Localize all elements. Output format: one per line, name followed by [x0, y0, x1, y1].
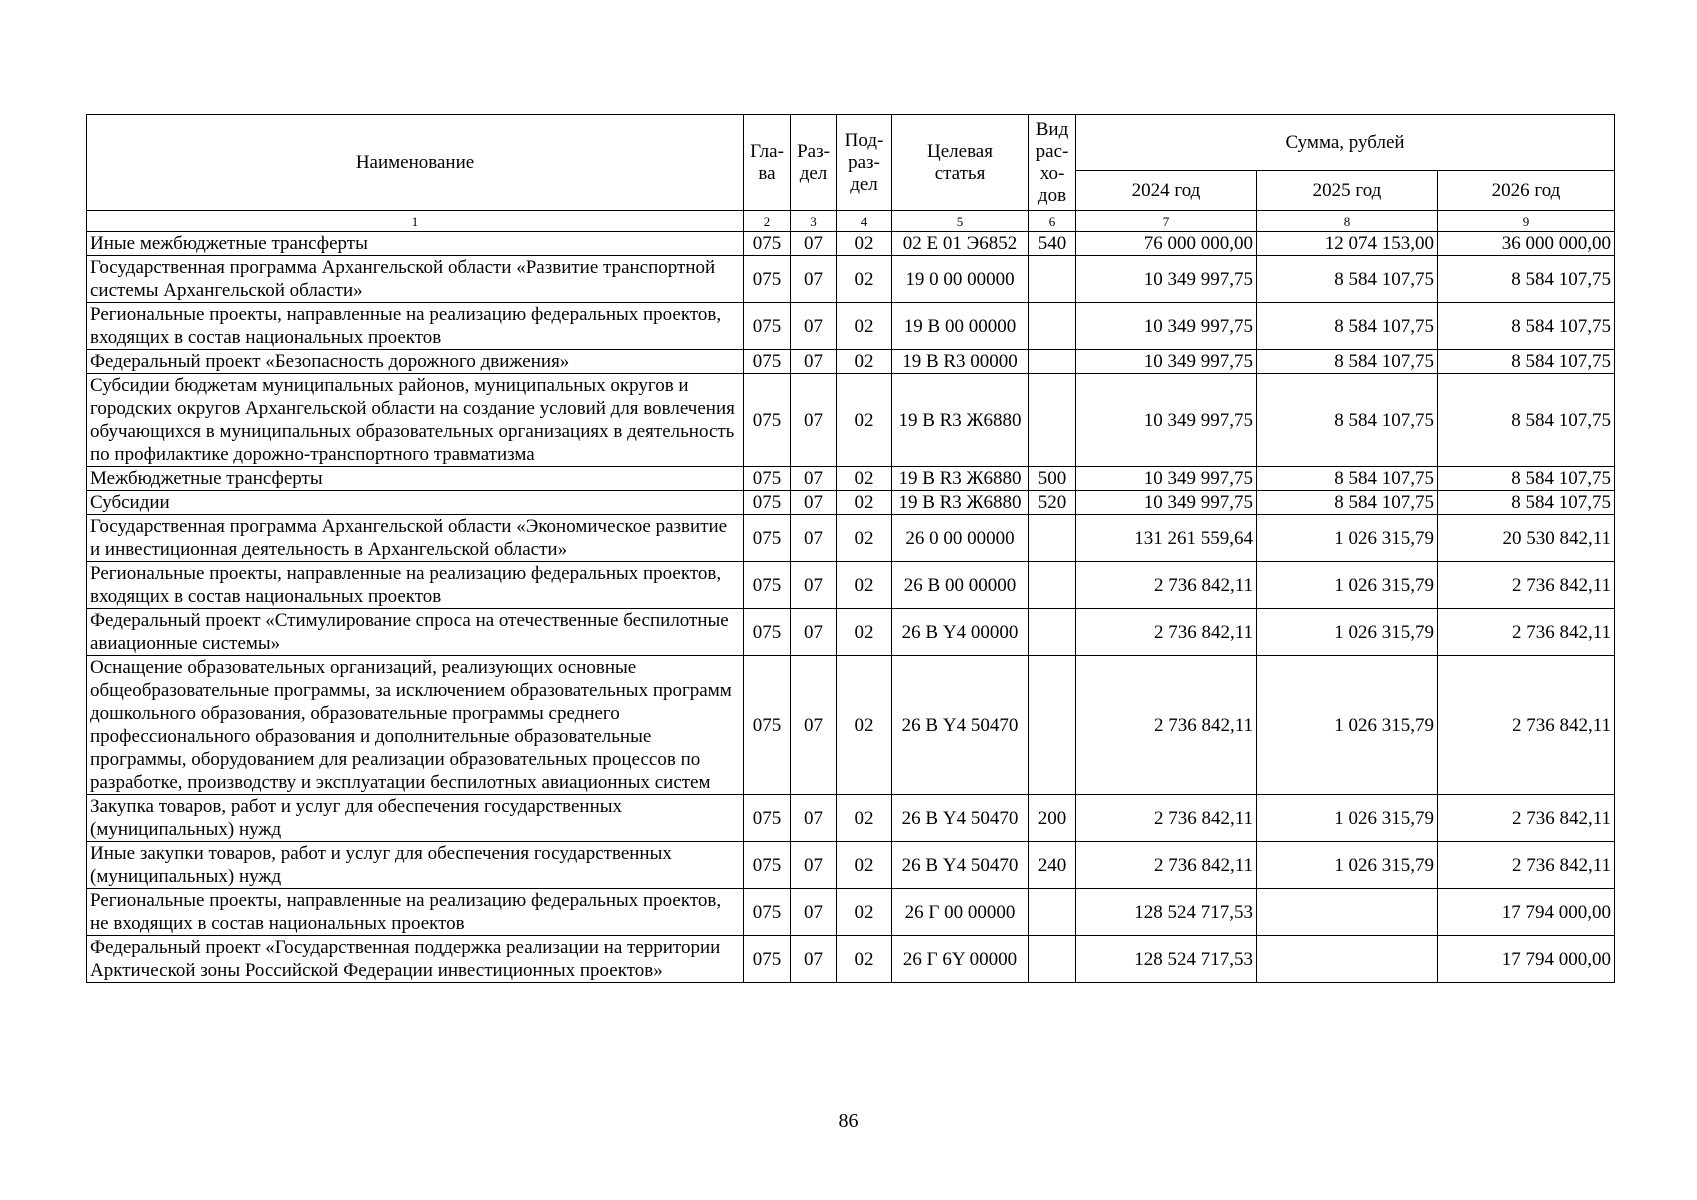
row-amount-2024: 2 736 842,11 [1076, 609, 1257, 656]
row-razdel: 07 [791, 232, 837, 256]
row-name: Государственная программа Архангельской области «Развитие транспортной системы Архангельской области» [87, 256, 744, 303]
row-amount-2025: 1 026 315,79 [1257, 515, 1438, 562]
column-number: 9 [1438, 211, 1615, 232]
row-name: Региональные проекты, направленные на реализацию федеральных проектов, входящих в состав национальных проектов [87, 562, 744, 609]
row-amount-2026: 8 584 107,75 [1438, 374, 1615, 467]
row-glava: 075 [744, 795, 791, 842]
row-podrazdel: 02 [837, 656, 892, 795]
row-amount-2026: 20 530 842,11 [1438, 515, 1615, 562]
row-glava: 075 [744, 515, 791, 562]
row-vid-raskhodov [1029, 303, 1076, 350]
row-amount-2024: 10 349 997,75 [1076, 467, 1257, 491]
row-name: Иные закупки товаров, работ и услуг для обеспечения государственных (муниципальных) нужд [87, 842, 744, 889]
column-number: 3 [791, 211, 837, 232]
row-glava: 075 [744, 256, 791, 303]
row-glava: 075 [744, 936, 791, 983]
table-row [87, 303, 1615, 350]
row-vid-raskhodov: 500 [1029, 467, 1076, 491]
row-tselevaya-statya: 26 В Y4 00000 [892, 609, 1029, 656]
row-tselevaya-statya: 26 В 00 00000 [892, 562, 1029, 609]
header-name: Наименование [87, 115, 744, 211]
header-podrazdel: Под- раз- дел [837, 115, 892, 211]
row-amount-2025: 8 584 107,75 [1257, 491, 1438, 515]
row-name: Федеральный проект «Государственная поддержка реализации на территории Арктической зоны Российской Федерации инвестиционных проектов» [87, 936, 744, 983]
column-number: 5 [892, 211, 1029, 232]
row-razdel: 07 [791, 491, 837, 515]
header-summa: Сумма, рублей [1076, 115, 1615, 171]
table-row [87, 232, 1615, 256]
row-glava: 075 [744, 303, 791, 350]
page-number: 86 [838, 1110, 859, 1132]
row-podrazdel: 02 [837, 889, 892, 936]
row-podrazdel: 02 [837, 515, 892, 562]
row-amount-2025: 12 074 153,00 [1257, 232, 1438, 256]
row-amount-2025: 8 584 107,75 [1257, 374, 1438, 467]
column-number: 1 [87, 211, 744, 232]
row-name: Государственная программа Архангельской области «Экономическое развитие и инвестиционная деятельность в Архангельской области» [87, 515, 744, 562]
row-glava: 075 [744, 374, 791, 467]
row-glava: 075 [744, 889, 791, 936]
row-amount-2026: 8 584 107,75 [1438, 256, 1615, 303]
row-podrazdel: 02 [837, 562, 892, 609]
row-amount-2025: 8 584 107,75 [1257, 256, 1438, 303]
table-row [87, 256, 1615, 303]
row-amount-2025: 8 584 107,75 [1257, 467, 1438, 491]
row-podrazdel: 02 [837, 303, 892, 350]
row-tselevaya-statya: 26 Г 6Y 00000 [892, 936, 1029, 983]
header-year-2024: 2024 год [1076, 171, 1257, 211]
table-row [87, 515, 1615, 562]
table-row [87, 350, 1615, 374]
table-row [87, 936, 1615, 983]
row-razdel: 07 [791, 515, 837, 562]
row-amount-2024: 2 736 842,11 [1076, 656, 1257, 795]
row-glava: 075 [744, 609, 791, 656]
row-tselevaya-statya: 19 В R3 Ж6880 [892, 491, 1029, 515]
row-podrazdel: 02 [837, 374, 892, 467]
header-razdel: Раз- дел [791, 115, 837, 211]
table-row [87, 374, 1615, 467]
row-amount-2024: 10 349 997,75 [1076, 350, 1257, 374]
row-glava: 075 [744, 467, 791, 491]
budget-table [86, 114, 1615, 983]
table-header [87, 115, 1615, 232]
row-amount-2024: 76 000 000,00 [1076, 232, 1257, 256]
row-amount-2026: 8 584 107,75 [1438, 303, 1615, 350]
row-name: Межбюджетные трансферты [87, 467, 744, 491]
row-amount-2025: 1 026 315,79 [1257, 562, 1438, 609]
row-amount-2026: 2 736 842,11 [1438, 795, 1615, 842]
table-row [87, 562, 1615, 609]
header-year-2026: 2026 год [1438, 171, 1615, 211]
row-vid-raskhodov [1029, 562, 1076, 609]
header-vid-raskhodov: Вид рас- хо- дов [1029, 115, 1076, 211]
row-podrazdel: 02 [837, 842, 892, 889]
row-razdel: 07 [791, 889, 837, 936]
row-razdel: 07 [791, 374, 837, 467]
table-row [87, 609, 1615, 656]
row-tselevaya-statya: 26 0 00 00000 [892, 515, 1029, 562]
row-glava: 075 [744, 350, 791, 374]
row-podrazdel: 02 [837, 256, 892, 303]
row-name: Региональные проекты, направленные на реализацию федеральных проектов, входящих в состав национальных проектов [87, 303, 744, 350]
row-amount-2026: 2 736 842,11 [1438, 562, 1615, 609]
row-vid-raskhodov: 240 [1029, 842, 1076, 889]
row-glava: 075 [744, 842, 791, 889]
row-amount-2025: 1 026 315,79 [1257, 656, 1438, 795]
row-amount-2024: 2 736 842,11 [1076, 562, 1257, 609]
row-name: Закупка товаров, работ и услуг для обеспечения государственных (муниципальных) нужд [87, 795, 744, 842]
row-name: Федеральный проект «Безопасность дорожного движения» [87, 350, 744, 374]
row-amount-2026: 36 000 000,00 [1438, 232, 1615, 256]
row-vid-raskhodov: 520 [1029, 491, 1076, 515]
table-body [87, 232, 1615, 983]
column-number: 8 [1257, 211, 1438, 232]
row-amount-2025: 1 026 315,79 [1257, 795, 1438, 842]
row-amount-2026: 8 584 107,75 [1438, 350, 1615, 374]
row-amount-2024: 10 349 997,75 [1076, 491, 1257, 515]
header-tselevaya-statya: Целевая статья [892, 115, 1029, 211]
row-amount-2025 [1257, 889, 1438, 936]
row-amount-2024: 128 524 717,53 [1076, 889, 1257, 936]
row-name: Иные межбюджетные трансферты [87, 232, 744, 256]
row-razdel: 07 [791, 467, 837, 491]
row-tselevaya-statya: 26 В Y4 50470 [892, 842, 1029, 889]
column-number: 4 [837, 211, 892, 232]
row-vid-raskhodov [1029, 656, 1076, 795]
row-tselevaya-statya: 02 Е 01 Э6852 [892, 232, 1029, 256]
row-tselevaya-statya: 19 0 00 00000 [892, 256, 1029, 303]
row-vid-raskhodov: 540 [1029, 232, 1076, 256]
row-tselevaya-statya: 26 В Y4 50470 [892, 795, 1029, 842]
row-tselevaya-statya: 19 В 00 00000 [892, 303, 1029, 350]
row-razdel: 07 [791, 562, 837, 609]
row-tselevaya-statya: 26 Г 00 00000 [892, 889, 1029, 936]
row-glava: 075 [744, 491, 791, 515]
row-razdel: 07 [791, 303, 837, 350]
row-podrazdel: 02 [837, 467, 892, 491]
row-amount-2026: 17 794 000,00 [1438, 936, 1615, 983]
row-amount-2025: 8 584 107,75 [1257, 350, 1438, 374]
row-podrazdel: 02 [837, 491, 892, 515]
row-razdel: 07 [791, 609, 837, 656]
row-glava: 075 [744, 656, 791, 795]
row-razdel: 07 [791, 656, 837, 795]
column-number-row [87, 211, 1615, 232]
row-tselevaya-statya: 19 В R3 Ж6880 [892, 374, 1029, 467]
row-tselevaya-statya: 19 В R3 00000 [892, 350, 1029, 374]
row-amount-2024: 10 349 997,75 [1076, 303, 1257, 350]
row-name: Региональные проекты, направленные на реализацию федеральных проектов, не входящих в состав национальных проектов [87, 889, 744, 936]
row-amount-2025: 8 584 107,75 [1257, 303, 1438, 350]
row-tselevaya-statya: 19 В R3 Ж6880 [892, 467, 1029, 491]
row-name: Субсидии бюджетам муниципальных районов, муниципальных округов и городских округов Архангельской области на создание условий для вовлечения обучающихся в муниципальных образовательных организациях в деятельность по профилактике дорожно-транспортного травматизма [87, 374, 744, 467]
table-row [87, 842, 1615, 889]
row-vid-raskhodov: 200 [1029, 795, 1076, 842]
row-amount-2026: 2 736 842,11 [1438, 656, 1615, 795]
row-vid-raskhodov [1029, 256, 1076, 303]
row-amount-2024: 2 736 842,11 [1076, 842, 1257, 889]
row-vid-raskhodov [1029, 889, 1076, 936]
row-glava: 075 [744, 232, 791, 256]
column-number: 6 [1029, 211, 1076, 232]
row-razdel: 07 [791, 256, 837, 303]
row-vid-raskhodov [1029, 374, 1076, 467]
row-tselevaya-statya: 26 В Y4 50470 [892, 656, 1029, 795]
row-amount-2026: 2 736 842,11 [1438, 842, 1615, 889]
row-glava: 075 [744, 562, 791, 609]
table-row [87, 467, 1615, 491]
row-razdel: 07 [791, 795, 837, 842]
row-amount-2025 [1257, 936, 1438, 983]
row-razdel: 07 [791, 842, 837, 889]
row-amount-2026: 17 794 000,00 [1438, 889, 1615, 936]
row-podrazdel: 02 [837, 795, 892, 842]
row-razdel: 07 [791, 936, 837, 983]
row-name: Субсидии [87, 491, 744, 515]
column-number: 2 [744, 211, 791, 232]
row-amount-2025: 1 026 315,79 [1257, 842, 1438, 889]
row-amount-2026: 8 584 107,75 [1438, 467, 1615, 491]
row-amount-2024: 128 524 717,53 [1076, 936, 1257, 983]
table-row [87, 656, 1615, 795]
row-podrazdel: 02 [837, 232, 892, 256]
row-amount-2024: 2 736 842,11 [1076, 795, 1257, 842]
row-amount-2024: 10 349 997,75 [1076, 256, 1257, 303]
column-number: 7 [1076, 211, 1257, 232]
row-amount-2024: 131 261 559,64 [1076, 515, 1257, 562]
header-year-2025: 2025 год [1257, 171, 1438, 211]
row-podrazdel: 02 [837, 936, 892, 983]
row-podrazdel: 02 [837, 350, 892, 374]
row-amount-2026: 2 736 842,11 [1438, 609, 1615, 656]
table-row [87, 491, 1615, 515]
row-amount-2026: 8 584 107,75 [1438, 491, 1615, 515]
row-name: Федеральный проект «Стимулирование спроса на отечественные беспилотные авиационные системы» [87, 609, 744, 656]
row-razdel: 07 [791, 350, 837, 374]
row-podrazdel: 02 [837, 609, 892, 656]
table-row [87, 795, 1615, 842]
row-vid-raskhodov [1029, 609, 1076, 656]
row-amount-2025: 1 026 315,79 [1257, 609, 1438, 656]
header-glava: Гла- ва [744, 115, 791, 211]
row-name: Оснащение образовательных организаций, реализующих основные общеобразовательные программы, за исключением образовательных программ дошкольного образования, образовательные программы среднего профессионального образования и дополнительные образовательные программы, оборудованием для реализации образовательных процессов по разработке, производству и эксплуатации беспилотных авиационных систем [87, 656, 744, 795]
row-vid-raskhodov [1029, 515, 1076, 562]
row-vid-raskhodov [1029, 936, 1076, 983]
row-amount-2024: 10 349 997,75 [1076, 374, 1257, 467]
table-row [87, 889, 1615, 936]
row-vid-raskhodov [1029, 350, 1076, 374]
